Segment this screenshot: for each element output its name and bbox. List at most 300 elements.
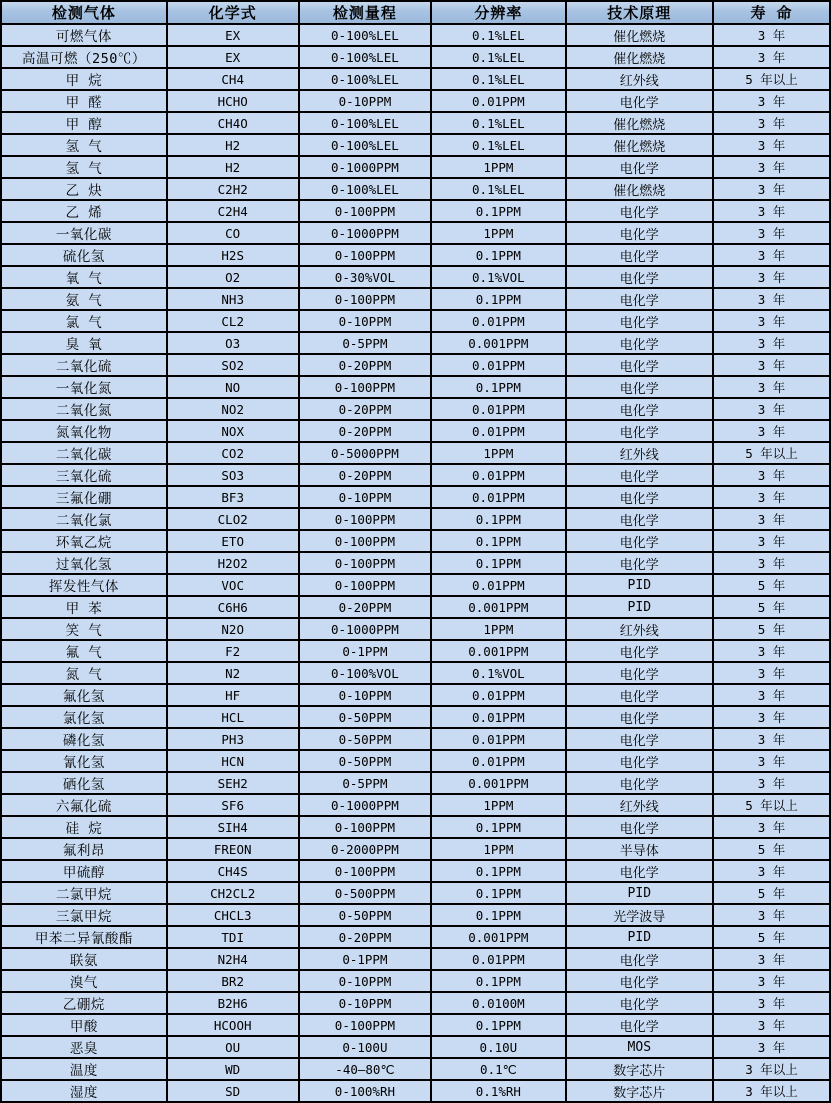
cell-gas: 氢 气 xyxy=(1,134,167,156)
cell-lifespan: 3 年 xyxy=(713,750,830,772)
cell-principle: 电化学 xyxy=(566,244,714,266)
cell-lifespan: 5 年 xyxy=(713,926,830,948)
cell-lifespan: 3 年 xyxy=(713,112,830,134)
cell-lifespan: 3 年 xyxy=(713,640,830,662)
cell-lifespan: 3 年 xyxy=(713,222,830,244)
cell-range: 0-50PPM xyxy=(299,728,432,750)
cell-gas: 氮 气 xyxy=(1,662,167,684)
table-row xyxy=(1,398,830,420)
cell-resolution: 0.001PPM xyxy=(431,926,565,948)
cell-lifespan: 3 年 xyxy=(713,244,830,266)
cell-formula: CLO2 xyxy=(167,508,299,530)
cell-gas: 联氨 xyxy=(1,948,167,970)
cell-formula: BR2 xyxy=(167,970,299,992)
column-header-resolution: 分辨率 xyxy=(431,1,565,24)
cell-resolution: 0.001PPM xyxy=(431,772,565,794)
cell-gas: 溴气 xyxy=(1,970,167,992)
cell-formula: N2O xyxy=(167,618,299,640)
cell-gas: 乙硼烷 xyxy=(1,992,167,1014)
cell-resolution: 0.1%LEL xyxy=(431,46,565,68)
table-row xyxy=(1,838,830,860)
cell-principle: 电化学 xyxy=(566,508,714,530)
cell-gas: 二氧化氯 xyxy=(1,508,167,530)
cell-range: 0-100PPM xyxy=(299,244,432,266)
cell-principle: 光学波导 xyxy=(566,904,714,926)
table-row xyxy=(1,442,830,464)
cell-resolution: 0.1PPM xyxy=(431,508,565,530)
table-row xyxy=(1,1036,830,1058)
cell-lifespan: 3 年 xyxy=(713,310,830,332)
cell-principle: 催化燃烧 xyxy=(566,24,714,46)
cell-resolution: 0.1PPM xyxy=(431,530,565,552)
cell-principle: 电化学 xyxy=(566,200,714,222)
cell-formula: SD xyxy=(167,1080,299,1102)
table-row xyxy=(1,156,830,178)
cell-formula: HCOOH xyxy=(167,1014,299,1036)
cell-formula: NO2 xyxy=(167,398,299,420)
cell-range: -40—80℃ xyxy=(299,1058,432,1080)
cell-principle: PID xyxy=(566,926,714,948)
cell-lifespan: 3 年 xyxy=(713,266,830,288)
cell-gas: 氰化氢 xyxy=(1,750,167,772)
cell-range: 0-500PPM xyxy=(299,882,432,904)
cell-principle: 电化学 xyxy=(566,728,714,750)
cell-gas: 三氟化硼 xyxy=(1,486,167,508)
cell-resolution: 0.1%LEL xyxy=(431,112,565,134)
cell-principle: 催化燃烧 xyxy=(566,46,714,68)
cell-gas: 氟化氢 xyxy=(1,684,167,706)
cell-resolution: 0.1PPM xyxy=(431,860,565,882)
cell-resolution: 0.01PPM xyxy=(431,398,565,420)
cell-resolution: 0.1PPM xyxy=(431,200,565,222)
cell-range: 0-100PPM xyxy=(299,508,432,530)
cell-range: 0-1PPM xyxy=(299,948,432,970)
cell-gas: 甲酸 xyxy=(1,1014,167,1036)
table-row xyxy=(1,706,830,728)
cell-resolution: 0.1PPM xyxy=(431,1014,565,1036)
cell-range: 0-100%LEL xyxy=(299,24,432,46)
cell-gas: 六氟化硫 xyxy=(1,794,167,816)
cell-range: 0-20PPM xyxy=(299,596,432,618)
table-row xyxy=(1,200,830,222)
cell-gas: 二氯甲烷 xyxy=(1,882,167,904)
cell-range: 0-100PPM xyxy=(299,552,432,574)
cell-principle: 电化学 xyxy=(566,530,714,552)
header-row xyxy=(1,1,830,24)
cell-formula: SO3 xyxy=(167,464,299,486)
cell-resolution: 0.01PPM xyxy=(431,90,565,112)
table-row xyxy=(1,68,830,90)
cell-resolution: 0.01PPM xyxy=(431,750,565,772)
cell-gas: 湿度 xyxy=(1,1080,167,1102)
cell-principle: 电化学 xyxy=(566,552,714,574)
cell-resolution: 0.1%VOL xyxy=(431,662,565,684)
cell-formula: TDI xyxy=(167,926,299,948)
table-row xyxy=(1,244,830,266)
cell-range: 0-100PPM xyxy=(299,860,432,882)
cell-range: 0-100%LEL xyxy=(299,68,432,90)
table-row xyxy=(1,376,830,398)
cell-resolution: 0.1PPM xyxy=(431,288,565,310)
table-row xyxy=(1,288,830,310)
table-row xyxy=(1,530,830,552)
cell-range: 0-10PPM xyxy=(299,992,432,1014)
cell-formula: ETO xyxy=(167,530,299,552)
column-header-formula: 化学式 xyxy=(167,1,299,24)
cell-lifespan: 3 年 xyxy=(713,376,830,398)
cell-lifespan: 3 年 xyxy=(713,156,830,178)
cell-gas: 甲 醇 xyxy=(1,112,167,134)
cell-gas: 环氧乙烷 xyxy=(1,530,167,552)
cell-principle: 电化学 xyxy=(566,266,714,288)
cell-principle: 电化学 xyxy=(566,772,714,794)
cell-range: 0-10PPM xyxy=(299,684,432,706)
cell-range: 0-50PPM xyxy=(299,706,432,728)
cell-principle: 催化燃烧 xyxy=(566,112,714,134)
cell-range: 0-1PPM xyxy=(299,640,432,662)
cell-gas: 氨 气 xyxy=(1,288,167,310)
cell-lifespan: 5 年 xyxy=(713,838,830,860)
cell-lifespan: 3 年 xyxy=(713,552,830,574)
cell-resolution: 0.01PPM xyxy=(431,464,565,486)
cell-resolution: 0.01PPM xyxy=(431,420,565,442)
table-row xyxy=(1,1014,830,1036)
table-row xyxy=(1,310,830,332)
cell-gas: 氟 气 xyxy=(1,640,167,662)
table-row xyxy=(1,926,830,948)
cell-range: 0-50PPM xyxy=(299,750,432,772)
cell-resolution: 0.1%VOL xyxy=(431,266,565,288)
cell-range: 0-100%LEL xyxy=(299,178,432,200)
table-row xyxy=(1,464,830,486)
cell-resolution: 0.001PPM xyxy=(431,640,565,662)
cell-lifespan: 3 年 xyxy=(713,90,830,112)
cell-lifespan: 5 年以上 xyxy=(713,442,830,464)
cell-range: 0-100%LEL xyxy=(299,46,432,68)
cell-formula: CH4O xyxy=(167,112,299,134)
cell-range: 0-5000PPM xyxy=(299,442,432,464)
table-row xyxy=(1,1080,830,1102)
cell-lifespan: 3 年 xyxy=(713,1014,830,1036)
cell-lifespan: 3 年 xyxy=(713,24,830,46)
table-row xyxy=(1,222,830,244)
cell-gas: 氮氧化物 xyxy=(1,420,167,442)
cell-lifespan: 5 年以上 xyxy=(713,68,830,90)
cell-principle: 红外线 xyxy=(566,618,714,640)
cell-lifespan: 3 年 xyxy=(713,46,830,68)
cell-range: 0-20PPM xyxy=(299,926,432,948)
cell-lifespan: 3 年以上 xyxy=(713,1058,830,1080)
table-row xyxy=(1,684,830,706)
cell-formula: EX xyxy=(167,24,299,46)
table-row xyxy=(1,772,830,794)
cell-lifespan: 5 年 xyxy=(713,596,830,618)
cell-resolution: 0.1%LEL xyxy=(431,178,565,200)
cell-gas: 二氧化硫 xyxy=(1,354,167,376)
cell-resolution: 1PPM xyxy=(431,838,565,860)
table-header xyxy=(1,1,830,24)
cell-range: 0-20PPM xyxy=(299,420,432,442)
table-row xyxy=(1,552,830,574)
cell-gas: 氧 气 xyxy=(1,266,167,288)
cell-gas: 温度 xyxy=(1,1058,167,1080)
cell-range: 0-1000PPM xyxy=(299,794,432,816)
cell-resolution: 0.01PPM xyxy=(431,706,565,728)
cell-principle: 电化学 xyxy=(566,486,714,508)
cell-resolution: 0.01PPM xyxy=(431,684,565,706)
cell-lifespan: 3 年 xyxy=(713,332,830,354)
cell-principle: 催化燃烧 xyxy=(566,178,714,200)
cell-range: 0-100PPM xyxy=(299,574,432,596)
cell-lifespan: 3 年 xyxy=(713,420,830,442)
cell-formula: H2 xyxy=(167,156,299,178)
cell-resolution: 1PPM xyxy=(431,222,565,244)
cell-principle: 电化学 xyxy=(566,310,714,332)
table-row xyxy=(1,882,830,904)
cell-formula: H2S xyxy=(167,244,299,266)
cell-lifespan: 3 年 xyxy=(713,816,830,838)
cell-principle: 电化学 xyxy=(566,398,714,420)
cell-gas: 硫化氢 xyxy=(1,244,167,266)
cell-principle: PID xyxy=(566,596,714,618)
table-row xyxy=(1,662,830,684)
cell-formula: OU xyxy=(167,1036,299,1058)
cell-principle: 电化学 xyxy=(566,684,714,706)
column-header-lifespan: 寿 命 xyxy=(713,1,830,24)
cell-formula: NOX xyxy=(167,420,299,442)
table-row xyxy=(1,266,830,288)
cell-gas: 乙 烯 xyxy=(1,200,167,222)
cell-range: 0-100PPM xyxy=(299,376,432,398)
cell-gas: 氟利昂 xyxy=(1,838,167,860)
cell-formula: C2H2 xyxy=(167,178,299,200)
cell-principle: 红外线 xyxy=(566,794,714,816)
table-row xyxy=(1,332,830,354)
cell-resolution: 1PPM xyxy=(431,156,565,178)
cell-principle: 电化学 xyxy=(566,288,714,310)
table-row xyxy=(1,46,830,68)
cell-gas: 三氧化硫 xyxy=(1,464,167,486)
cell-range: 0-100%VOL xyxy=(299,662,432,684)
cell-range: 0-1000PPM xyxy=(299,156,432,178)
cell-gas: 一氧化碳 xyxy=(1,222,167,244)
cell-range: 0-100PPM xyxy=(299,816,432,838)
cell-range: 0-100PPM xyxy=(299,288,432,310)
cell-lifespan: 3 年 xyxy=(713,134,830,156)
cell-principle: 电化学 xyxy=(566,332,714,354)
cell-formula: C6H6 xyxy=(167,596,299,618)
cell-principle: 电化学 xyxy=(566,662,714,684)
cell-principle: PID xyxy=(566,882,714,904)
cell-formula: CO2 xyxy=(167,442,299,464)
table-row xyxy=(1,750,830,772)
cell-range: 0-10PPM xyxy=(299,310,432,332)
cell-formula: FREON xyxy=(167,838,299,860)
cell-range: 0-30%VOL xyxy=(299,266,432,288)
cell-formula: B2H6 xyxy=(167,992,299,1014)
cell-formula: H2O2 xyxy=(167,552,299,574)
cell-lifespan: 5 年 xyxy=(713,882,830,904)
cell-resolution: 0.1PPM xyxy=(431,244,565,266)
table-row xyxy=(1,486,830,508)
table-row xyxy=(1,508,830,530)
cell-principle: 电化学 xyxy=(566,1014,714,1036)
cell-range: 0-100%LEL xyxy=(299,134,432,156)
cell-resolution: 0.01PPM xyxy=(431,728,565,750)
cell-resolution: 0.1%LEL xyxy=(431,134,565,156)
cell-range: 0-100%RH xyxy=(299,1080,432,1102)
cell-gas: 可燃气体 xyxy=(1,24,167,46)
cell-lifespan: 3 年 xyxy=(713,288,830,310)
cell-gas: 氢 气 xyxy=(1,156,167,178)
cell-lifespan: 3 年 xyxy=(713,354,830,376)
cell-lifespan: 3 年 xyxy=(713,486,830,508)
cell-principle: 红外线 xyxy=(566,68,714,90)
cell-gas: 甲 醛 xyxy=(1,90,167,112)
cell-range: 0-20PPM xyxy=(299,398,432,420)
cell-gas: 一氧化氮 xyxy=(1,376,167,398)
cell-lifespan: 3 年 xyxy=(713,464,830,486)
cell-resolution: 0.1℃ xyxy=(431,1058,565,1080)
cell-lifespan: 3 年 xyxy=(713,200,830,222)
cell-gas: 氯化氢 xyxy=(1,706,167,728)
cell-range: 0-50PPM xyxy=(299,904,432,926)
cell-formula: H2 xyxy=(167,134,299,156)
cell-range: 0-20PPM xyxy=(299,464,432,486)
table-row xyxy=(1,860,830,882)
column-header-principle: 技术原理 xyxy=(566,1,714,24)
cell-principle: 电化学 xyxy=(566,750,714,772)
cell-resolution: 0.001PPM xyxy=(431,332,565,354)
cell-lifespan: 5 年以上 xyxy=(713,794,830,816)
table-row xyxy=(1,948,830,970)
cell-resolution: 0.1PPM xyxy=(431,552,565,574)
table-row xyxy=(1,1058,830,1080)
cell-principle: 半导体 xyxy=(566,838,714,860)
cell-resolution: 0.1PPM xyxy=(431,376,565,398)
table-row xyxy=(1,640,830,662)
cell-gas: 氯 气 xyxy=(1,310,167,332)
cell-principle: 电化学 xyxy=(566,860,714,882)
cell-formula: CO xyxy=(167,222,299,244)
cell-principle: 数字芯片 xyxy=(566,1058,714,1080)
cell-principle: PID xyxy=(566,574,714,596)
cell-lifespan: 3 年 xyxy=(713,684,830,706)
table-row xyxy=(1,970,830,992)
cell-formula: SF6 xyxy=(167,794,299,816)
cell-lifespan: 3 年 xyxy=(713,1036,830,1058)
cell-resolution: 0.01PPM xyxy=(431,486,565,508)
cell-formula: CH4 xyxy=(167,68,299,90)
cell-formula: HCN xyxy=(167,750,299,772)
cell-resolution: 0.1%LEL xyxy=(431,24,565,46)
cell-principle: 电化学 xyxy=(566,640,714,662)
cell-lifespan: 3 年 xyxy=(713,992,830,1014)
cell-resolution: 1PPM xyxy=(431,618,565,640)
cell-gas: 二氧化氮 xyxy=(1,398,167,420)
cell-resolution: 0.1PPM xyxy=(431,882,565,904)
cell-gas: 硒化氢 xyxy=(1,772,167,794)
cell-resolution: 0.1%LEL xyxy=(431,68,565,90)
table-row xyxy=(1,354,830,376)
cell-formula: PH3 xyxy=(167,728,299,750)
cell-formula: EX xyxy=(167,46,299,68)
cell-gas: 磷化氢 xyxy=(1,728,167,750)
table-row xyxy=(1,992,830,1014)
cell-principle: 电化学 xyxy=(566,354,714,376)
cell-range: 0-10PPM xyxy=(299,90,432,112)
cell-resolution: 0.1%RH xyxy=(431,1080,565,1102)
cell-lifespan: 3 年 xyxy=(713,970,830,992)
table-body xyxy=(1,24,830,1102)
cell-lifespan: 5 年 xyxy=(713,618,830,640)
cell-gas: 臭 氧 xyxy=(1,332,167,354)
cell-range: 0-10PPM xyxy=(299,970,432,992)
cell-range: 0-100PPM xyxy=(299,1014,432,1036)
cell-gas: 硅 烷 xyxy=(1,816,167,838)
cell-gas: 三氯甲烷 xyxy=(1,904,167,926)
cell-principle: 催化燃烧 xyxy=(566,134,714,156)
cell-range: 0-1000PPM xyxy=(299,222,432,244)
cell-principle: 电化学 xyxy=(566,706,714,728)
table-row xyxy=(1,24,830,46)
cell-formula: N2 xyxy=(167,662,299,684)
cell-range: 0-1000PPM xyxy=(299,618,432,640)
table-row xyxy=(1,596,830,618)
cell-principle: 电化学 xyxy=(566,156,714,178)
table-row xyxy=(1,816,830,838)
cell-range: 0-5PPM xyxy=(299,772,432,794)
cell-formula: F2 xyxy=(167,640,299,662)
cell-range: 0-100%LEL xyxy=(299,112,432,134)
cell-lifespan: 3 年 xyxy=(713,728,830,750)
column-header-range: 检测量程 xyxy=(299,1,432,24)
table-row xyxy=(1,904,830,926)
cell-principle: 电化学 xyxy=(566,376,714,398)
cell-resolution: 0.01PPM xyxy=(431,574,565,596)
cell-range: 0-20PPM xyxy=(299,354,432,376)
cell-formula: BF3 xyxy=(167,486,299,508)
cell-principle: 电化学 xyxy=(566,948,714,970)
cell-range: 0-100PPM xyxy=(299,200,432,222)
cell-formula: CH4S xyxy=(167,860,299,882)
cell-principle: 数字芯片 xyxy=(566,1080,714,1102)
cell-resolution: 0.01PPM xyxy=(431,354,565,376)
cell-resolution: 0.1PPM xyxy=(431,816,565,838)
cell-resolution: 0.1PPM xyxy=(431,904,565,926)
cell-resolution: 0.0100M xyxy=(431,992,565,1014)
cell-gas: 甲硫醇 xyxy=(1,860,167,882)
cell-formula: VOC xyxy=(167,574,299,596)
cell-formula: HCHO xyxy=(167,90,299,112)
cell-principle: 电化学 xyxy=(566,816,714,838)
cell-principle: 红外线 xyxy=(566,442,714,464)
cell-lifespan: 3 年 xyxy=(713,398,830,420)
cell-lifespan: 3 年 xyxy=(713,860,830,882)
cell-gas: 甲 苯 xyxy=(1,596,167,618)
table-row xyxy=(1,574,830,596)
cell-gas: 笑 气 xyxy=(1,618,167,640)
cell-principle: 电化学 xyxy=(566,420,714,442)
cell-range: 0-100PPM xyxy=(299,530,432,552)
cell-formula: NH3 xyxy=(167,288,299,310)
table-row xyxy=(1,112,830,134)
cell-resolution: 1PPM xyxy=(431,442,565,464)
cell-formula: C2H4 xyxy=(167,200,299,222)
cell-gas: 高温可燃（250℃） xyxy=(1,46,167,68)
cell-formula: O3 xyxy=(167,332,299,354)
cell-lifespan: 3 年 xyxy=(713,904,830,926)
